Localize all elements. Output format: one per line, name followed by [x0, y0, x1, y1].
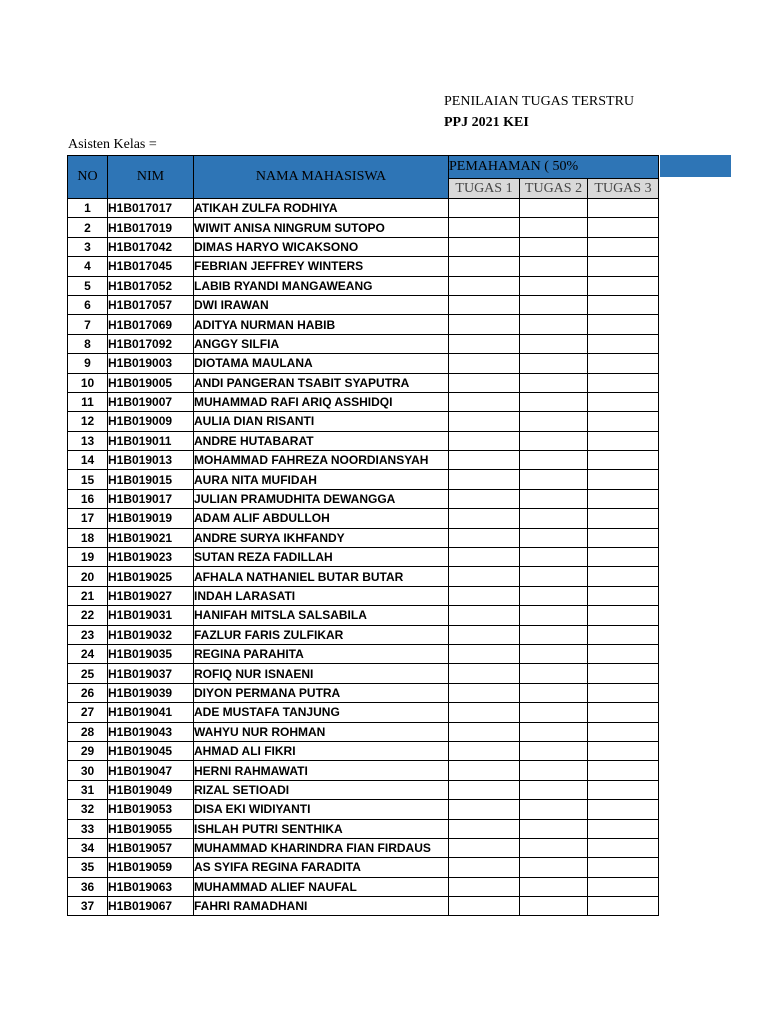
row-tugas-1-cell[interactable] [449, 858, 520, 877]
row-tugas-2-cell[interactable] [520, 586, 588, 605]
row-no-cell: 7 [68, 315, 108, 334]
row-tugas-1-cell[interactable] [449, 703, 520, 722]
row-tugas-3-cell[interactable] [588, 897, 659, 916]
row-nama-cell: ANGGY SILFIA [194, 334, 449, 353]
table-row [68, 354, 659, 373]
row-nama-cell: DIYON PERMANA PUTRA [194, 683, 449, 702]
row-tugas-1-cell[interactable] [449, 548, 520, 567]
row-tugas-3-cell[interactable] [588, 392, 659, 411]
row-tugas-1-cell[interactable] [449, 412, 520, 431]
table-row [68, 412, 659, 431]
row-tugas-3-cell[interactable] [588, 606, 659, 625]
row-no-cell: 20 [68, 567, 108, 586]
row-nama-cell: ADAM ALIF ABDULLOH [194, 509, 449, 528]
row-nim-cell: H1B017057 [108, 295, 194, 314]
row-tugas-2-cell[interactable] [520, 470, 588, 489]
row-nama-cell: SUTAN REZA FADILLAH [194, 548, 449, 567]
row-nim-cell: H1B019057 [108, 838, 194, 857]
row-tugas-2-cell[interactable] [520, 431, 588, 450]
table-row [68, 683, 659, 702]
row-nama-cell: DIOTAMA MAULANA [194, 354, 449, 373]
row-tugas-3-cell[interactable] [588, 644, 659, 663]
row-tugas-3-cell[interactable] [588, 276, 659, 295]
row-tugas-3-cell[interactable] [588, 431, 659, 450]
row-no-cell: 24 [68, 644, 108, 663]
row-tugas-1-cell[interactable] [449, 276, 520, 295]
table-row [68, 586, 659, 605]
table-row [68, 877, 659, 896]
row-nim-cell: H1B019005 [108, 373, 194, 392]
row-nim-cell: H1B019015 [108, 470, 194, 489]
row-tugas-2-cell[interactable] [520, 741, 588, 760]
row-tugas-2-cell[interactable] [520, 257, 588, 276]
row-nim-cell: H1B019067 [108, 897, 194, 916]
row-tugas-1-cell[interactable] [449, 741, 520, 760]
row-tugas-1-cell[interactable] [449, 722, 520, 741]
row-nama-cell: FEBRIAN JEFFREY WINTERS [194, 257, 449, 276]
row-nama-cell: AULIA DIAN RISANTI [194, 412, 449, 431]
row-tugas-2-cell[interactable] [520, 625, 588, 644]
row-tugas-2-cell[interactable] [520, 877, 588, 896]
row-tugas-2-cell[interactable] [520, 451, 588, 470]
row-tugas-2-cell[interactable] [520, 606, 588, 625]
row-no-cell: 31 [68, 780, 108, 799]
table-row [68, 819, 659, 838]
row-tugas-2-cell[interactable] [520, 489, 588, 508]
table-body [68, 199, 659, 916]
row-tugas-2-cell[interactable] [520, 392, 588, 411]
row-nim-cell: H1B019047 [108, 761, 194, 780]
row-tugas-3-cell[interactable] [588, 858, 659, 877]
row-tugas-2-cell[interactable] [520, 858, 588, 877]
row-no-cell: 28 [68, 722, 108, 741]
row-tugas-1-cell[interactable] [449, 664, 520, 683]
row-no-cell: 21 [68, 586, 108, 605]
row-nim-cell: H1B019049 [108, 780, 194, 799]
row-tugas-3-cell[interactable] [588, 586, 659, 605]
table-row [68, 897, 659, 916]
row-tugas-1-cell[interactable] [449, 489, 520, 508]
table-row [68, 237, 659, 256]
header-tugas-2: TUGAS 2 [520, 179, 588, 199]
row-tugas-1-cell[interactable] [449, 780, 520, 799]
row-tugas-2-cell[interactable] [520, 373, 588, 392]
row-nim-cell: H1B019045 [108, 741, 194, 760]
table-row [68, 858, 659, 877]
row-tugas-2-cell[interactable] [520, 334, 588, 353]
row-tugas-2-cell[interactable] [520, 199, 588, 218]
row-nama-cell: WIWIT ANISA NINGRUM SUTOPO [194, 218, 449, 237]
table-row [68, 722, 659, 741]
row-tugas-3-cell[interactable] [588, 412, 659, 431]
row-nim-cell: H1B019003 [108, 354, 194, 373]
row-nama-cell: HANIFAH MITSLA SALSABILA [194, 606, 449, 625]
table-row [68, 373, 659, 392]
row-nim-cell: H1B017042 [108, 237, 194, 256]
row-tugas-1-cell[interactable] [449, 644, 520, 663]
row-tugas-3-cell[interactable] [588, 295, 659, 314]
row-tugas-3-cell[interactable] [588, 683, 659, 702]
header-pemahaman: PEMAHAMAN ( 50% [449, 156, 659, 179]
row-tugas-3-cell[interactable] [588, 199, 659, 218]
row-tugas-1-cell[interactable] [449, 334, 520, 353]
row-nama-cell: ANDRE HUTABARAT [194, 431, 449, 450]
header-tugas-3: TUGAS 3 [588, 179, 659, 199]
table-row [68, 199, 659, 218]
header-no: NO [68, 156, 108, 199]
row-tugas-1-cell[interactable] [449, 761, 520, 780]
row-tugas-2-cell[interactable] [520, 897, 588, 916]
row-nama-cell: ATIKAH ZULFA RODHIYA [194, 199, 449, 218]
table-row [68, 644, 659, 663]
row-no-cell: 9 [68, 354, 108, 373]
table-row [68, 257, 659, 276]
row-tugas-1-cell[interactable] [449, 218, 520, 237]
row-no-cell: 19 [68, 548, 108, 567]
row-no-cell: 2 [68, 218, 108, 237]
row-tugas-1-cell[interactable] [449, 800, 520, 819]
row-tugas-3-cell[interactable] [588, 800, 659, 819]
row-tugas-3-cell[interactable] [588, 761, 659, 780]
row-nim-cell: H1B019009 [108, 412, 194, 431]
row-tugas-3-cell[interactable] [588, 451, 659, 470]
table-row [68, 451, 659, 470]
row-nama-cell: HERNI RAHMAWATI [194, 761, 449, 780]
row-no-cell: 17 [68, 509, 108, 528]
row-tugas-2-cell[interactable] [520, 780, 588, 799]
row-tugas-2-cell[interactable] [520, 644, 588, 663]
row-tugas-1-cell[interactable] [449, 897, 520, 916]
row-tugas-2-cell[interactable] [520, 528, 588, 547]
row-nama-cell: MOHAMMAD FAHREZA NOORDIANSYAH [194, 451, 449, 470]
row-tugas-2-cell[interactable] [520, 664, 588, 683]
row-tugas-3-cell[interactable] [588, 838, 659, 857]
table-row [68, 625, 659, 644]
row-tugas-3-cell[interactable] [588, 218, 659, 237]
row-tugas-3-cell[interactable] [588, 489, 659, 508]
sheet-subtitle: PPJ 2021 KEI [444, 115, 529, 130]
header-nama-mahasiswa: NAMA MAHASISWA [194, 156, 449, 199]
row-no-cell: 6 [68, 295, 108, 314]
row-nama-cell: RIZAL SETIOADI [194, 780, 449, 799]
table-row [68, 838, 659, 857]
row-tugas-2-cell[interactable] [520, 315, 588, 334]
row-nim-cell: H1B019011 [108, 431, 194, 450]
table-row [68, 295, 659, 314]
row-nama-cell: DIMAS HARYO WICAKSONO [194, 237, 449, 256]
asisten-kelas-label: Asisten Kelas = [68, 137, 157, 152]
row-nim-cell: H1B017069 [108, 315, 194, 334]
row-tugas-3-cell[interactable] [588, 625, 659, 644]
row-tugas-3-cell[interactable] [588, 257, 659, 276]
row-nama-cell: MUHAMMAD KHARINDRA FIAN FIRDAUS [194, 838, 449, 857]
row-tugas-3-cell[interactable] [588, 315, 659, 334]
row-tugas-3-cell[interactable] [588, 741, 659, 760]
row-nama-cell: DWI IRAWAN [194, 295, 449, 314]
row-nim-cell: H1B017045 [108, 257, 194, 276]
row-no-cell: 3 [68, 237, 108, 256]
row-tugas-2-cell[interactable] [520, 509, 588, 528]
row-nim-cell: H1B017052 [108, 276, 194, 295]
row-tugas-2-cell[interactable] [520, 237, 588, 256]
row-tugas-1-cell[interactable] [449, 237, 520, 256]
row-no-cell: 18 [68, 528, 108, 547]
row-nim-cell: H1B019031 [108, 606, 194, 625]
row-tugas-2-cell[interactable] [520, 800, 588, 819]
row-tugas-1-cell[interactable] [449, 683, 520, 702]
row-nim-cell: H1B019053 [108, 800, 194, 819]
table-row [68, 528, 659, 547]
row-nim-cell: H1B019013 [108, 451, 194, 470]
row-nim-cell: H1B019063 [108, 877, 194, 896]
table-row [68, 780, 659, 799]
row-tugas-1-cell[interactable] [449, 586, 520, 605]
row-nim-cell: H1B019021 [108, 528, 194, 547]
row-no-cell: 30 [68, 761, 108, 780]
row-nim-cell: H1B019027 [108, 586, 194, 605]
row-tugas-3-cell[interactable] [588, 664, 659, 683]
row-nim-cell: H1B019059 [108, 858, 194, 877]
row-nama-cell: AFHALA NATHANIEL BUTAR BUTAR [194, 567, 449, 586]
row-tugas-2-cell[interactable] [520, 567, 588, 586]
row-no-cell: 26 [68, 683, 108, 702]
row-no-cell: 12 [68, 412, 108, 431]
row-tugas-3-cell[interactable] [588, 819, 659, 838]
row-nim-cell: H1B019035 [108, 644, 194, 663]
row-tugas-2-cell[interactable] [520, 548, 588, 567]
header-tugas-1: TUGAS 1 [449, 179, 520, 199]
table-row [68, 741, 659, 760]
row-no-cell: 11 [68, 392, 108, 411]
row-tugas-3-cell[interactable] [588, 334, 659, 353]
row-tugas-2-cell[interactable] [520, 722, 588, 741]
row-tugas-2-cell[interactable] [520, 354, 588, 373]
row-tugas-1-cell[interactable] [449, 528, 520, 547]
row-nim-cell: H1B019055 [108, 819, 194, 838]
table-row [68, 470, 659, 489]
row-nim-cell: H1B017092 [108, 334, 194, 353]
row-nama-cell: ADE MUSTAFA TANJUNG [194, 703, 449, 722]
table-row [68, 800, 659, 819]
row-nim-cell: H1B019007 [108, 392, 194, 411]
row-nama-cell: ANDRE SURYA IKHFANDY [194, 528, 449, 547]
table-row [68, 489, 659, 508]
row-tugas-1-cell[interactable] [449, 431, 520, 450]
row-tugas-2-cell[interactable] [520, 683, 588, 702]
row-tugas-3-cell[interactable] [588, 237, 659, 256]
row-tugas-1-cell[interactable] [449, 606, 520, 625]
row-tugas-1-cell[interactable] [449, 877, 520, 896]
row-nim-cell: H1B019023 [108, 548, 194, 567]
row-tugas-3-cell[interactable] [588, 509, 659, 528]
row-tugas-1-cell[interactable] [449, 567, 520, 586]
table-row [68, 315, 659, 334]
row-no-cell: 23 [68, 625, 108, 644]
row-tugas-1-cell[interactable] [449, 509, 520, 528]
row-tugas-3-cell[interactable] [588, 354, 659, 373]
pemahaman-header-extension [660, 155, 731, 177]
row-tugas-1-cell[interactable] [449, 354, 520, 373]
row-tugas-3-cell[interactable] [588, 567, 659, 586]
row-tugas-3-cell[interactable] [588, 780, 659, 799]
row-no-cell: 34 [68, 838, 108, 857]
row-tugas-3-cell[interactable] [588, 548, 659, 567]
row-no-cell: 32 [68, 800, 108, 819]
row-nim-cell: H1B019037 [108, 664, 194, 683]
row-tugas-1-cell[interactable] [449, 451, 520, 470]
row-tugas-1-cell[interactable] [449, 625, 520, 644]
table-row [68, 218, 659, 237]
row-tugas-2-cell[interactable] [520, 218, 588, 237]
row-nama-cell: ANDI PANGERAN TSABIT SYAPUTRA [194, 373, 449, 392]
row-no-cell: 15 [68, 470, 108, 489]
row-no-cell: 13 [68, 431, 108, 450]
row-tugas-3-cell[interactable] [588, 470, 659, 489]
row-no-cell: 1 [68, 199, 108, 218]
row-nama-cell: AHMAD ALI FIKRI [194, 741, 449, 760]
table-row [68, 509, 659, 528]
row-tugas-2-cell[interactable] [520, 761, 588, 780]
row-nim-cell: H1B019032 [108, 625, 194, 644]
row-no-cell: 14 [68, 451, 108, 470]
grades-table [67, 155, 659, 916]
row-no-cell: 27 [68, 703, 108, 722]
row-nim-cell: H1B019017 [108, 489, 194, 508]
row-nama-cell: MUHAMMAD ALIEF NAUFAL [194, 877, 449, 896]
row-tugas-2-cell[interactable] [520, 295, 588, 314]
row-tugas-1-cell[interactable] [449, 838, 520, 857]
table-row [68, 392, 659, 411]
row-tugas-2-cell[interactable] [520, 412, 588, 431]
table-row [68, 276, 659, 295]
row-no-cell: 8 [68, 334, 108, 353]
row-nama-cell: AURA NITA MUFIDAH [194, 470, 449, 489]
row-no-cell: 33 [68, 819, 108, 838]
row-tugas-2-cell[interactable] [520, 276, 588, 295]
row-no-cell: 29 [68, 741, 108, 760]
row-nama-cell: FAZLUR FARIS ZULFIKAR [194, 625, 449, 644]
row-nama-cell: WAHYU NUR ROHMAN [194, 722, 449, 741]
row-tugas-2-cell[interactable] [520, 703, 588, 722]
row-nim-cell: H1B019043 [108, 722, 194, 741]
row-no-cell: 25 [68, 664, 108, 683]
row-nama-cell: DISA EKI WIDIYANTI [194, 800, 449, 819]
row-nim-cell: H1B019039 [108, 683, 194, 702]
row-tugas-1-cell[interactable] [449, 373, 520, 392]
row-tugas-1-cell[interactable] [449, 470, 520, 489]
row-nama-cell: REGINA PARAHITA [194, 644, 449, 663]
row-tugas-3-cell[interactable] [588, 877, 659, 896]
row-no-cell: 5 [68, 276, 108, 295]
row-no-cell: 22 [68, 606, 108, 625]
row-nama-cell: JULIAN PRAMUDHITA DEWANGGA [194, 489, 449, 508]
table-row [68, 334, 659, 353]
table-row [68, 548, 659, 567]
row-nim-cell: H1B019019 [108, 509, 194, 528]
table-row [68, 664, 659, 683]
row-tugas-1-cell[interactable] [449, 199, 520, 218]
row-nama-cell: MUHAMMAD RAFI ARIQ ASSHIDQI [194, 392, 449, 411]
table-row [68, 703, 659, 722]
row-no-cell: 36 [68, 877, 108, 896]
row-nama-cell: AS SYIFA REGINA FARADITA [194, 858, 449, 877]
row-nama-cell: ROFIQ NUR ISNAENI [194, 664, 449, 683]
row-tugas-3-cell[interactable] [588, 528, 659, 547]
row-nim-cell: H1B019041 [108, 703, 194, 722]
row-tugas-1-cell[interactable] [449, 315, 520, 334]
row-no-cell: 16 [68, 489, 108, 508]
header-nim: NIM [108, 156, 194, 199]
row-nama-cell: ISHLAH PUTRI SENTHIKA [194, 819, 449, 838]
row-nim-cell: H1B019025 [108, 567, 194, 586]
row-tugas-2-cell[interactable] [520, 838, 588, 857]
row-nama-cell: LABIB RYANDI MANGAWEANG [194, 276, 449, 295]
table-row [68, 606, 659, 625]
row-nama-cell: INDAH LARASATI [194, 586, 449, 605]
row-no-cell: 37 [68, 897, 108, 916]
row-tugas-2-cell[interactable] [520, 819, 588, 838]
table-row [68, 761, 659, 780]
row-tugas-1-cell[interactable] [449, 295, 520, 314]
row-no-cell: 10 [68, 373, 108, 392]
row-tugas-1-cell[interactable] [449, 392, 520, 411]
row-nama-cell: FAHRI RAMADHANI [194, 897, 449, 916]
row-tugas-3-cell[interactable] [588, 703, 659, 722]
row-tugas-3-cell[interactable] [588, 373, 659, 392]
row-nim-cell: H1B017019 [108, 218, 194, 237]
row-no-cell: 35 [68, 858, 108, 877]
table-row [68, 567, 659, 586]
table-row [68, 431, 659, 450]
row-tugas-1-cell[interactable] [449, 819, 520, 838]
row-nim-cell: H1B017017 [108, 199, 194, 218]
row-tugas-1-cell[interactable] [449, 257, 520, 276]
row-no-cell: 4 [68, 257, 108, 276]
row-tugas-3-cell[interactable] [588, 722, 659, 741]
row-nama-cell: ADITYA NURMAN HABIB [194, 315, 449, 334]
sheet-title: PENILAIAN TUGAS TERSTRU [444, 94, 635, 109]
